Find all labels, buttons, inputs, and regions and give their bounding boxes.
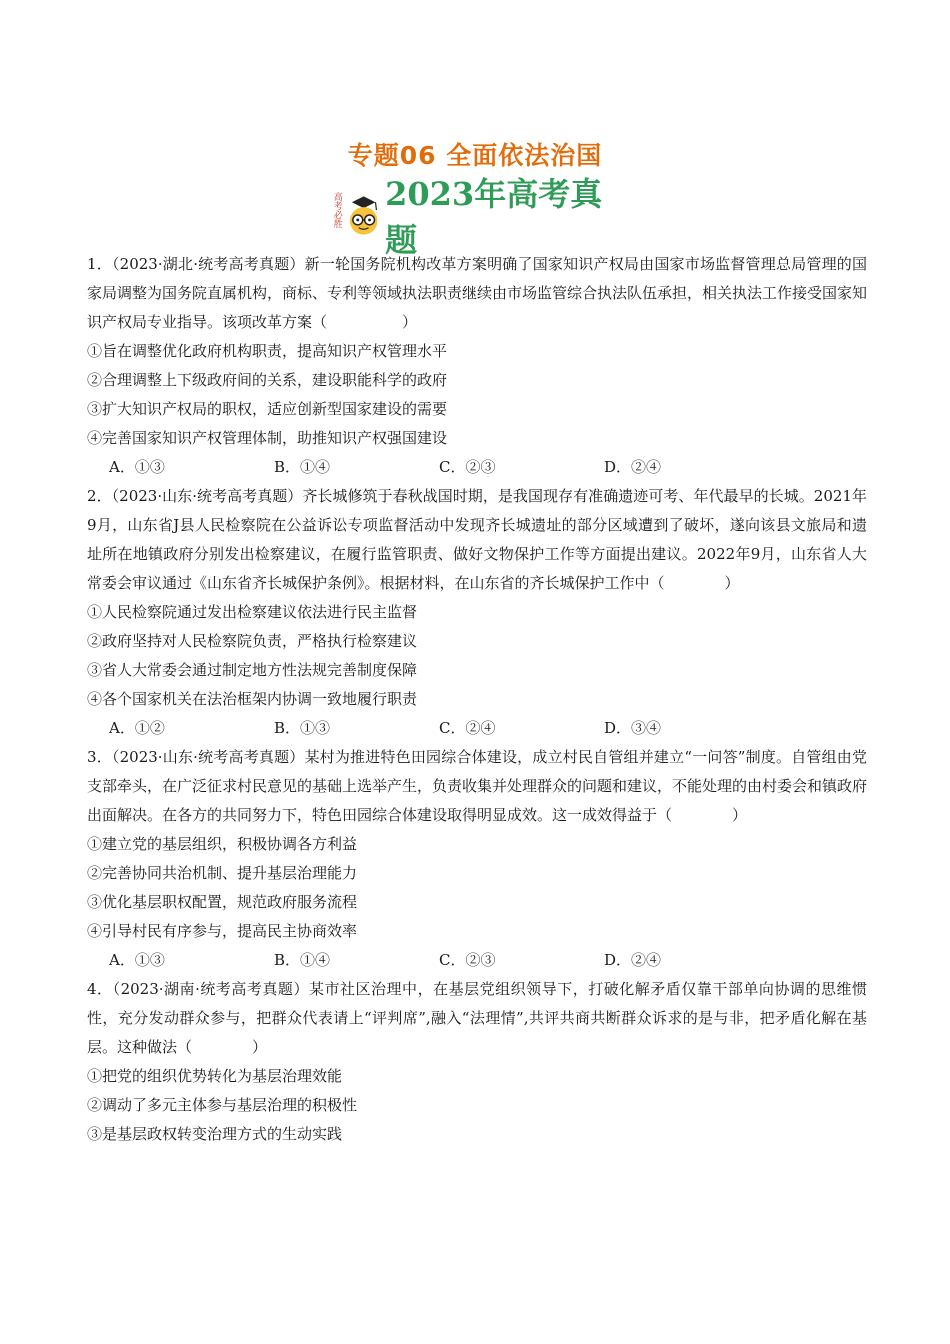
answer-choice: A．①③ bbox=[109, 458, 165, 476]
question-option: ②合理调整上下级政府间的关系，建设职能科学的政府 bbox=[87, 371, 448, 389]
answer-choice: B．①④ bbox=[274, 951, 331, 969]
banner-side-text: 高考必胜 bbox=[331, 192, 342, 228]
banner-text: 2023年高考真题 bbox=[385, 175, 603, 259]
question-option: ④完善国家知识产权管理体制，助推知识产权强国建设 bbox=[87, 429, 448, 447]
page-title: 专题06 全面依法治国 bbox=[347, 141, 603, 170]
question-stem: 3．（2023·山东·统考高考真题）某村为推进特色田园综合体建设，成立村民自管组并建立“一问答”制度。自管组由党支部牵头，在广泛征求村民意见的基础上选举产生，负责收集并处理群众的问题和建议，不能处理的由村委会和镇政府出面解决。在各方的共同努力下，特色田园综合体建设取得明显成效。这一成效得益于（ ） bbox=[87, 748, 868, 824]
section-banner bbox=[330, 175, 630, 259]
question-list bbox=[87, 250, 867, 1149]
question-stem: 1．（2023·湖北·统考高考真题）新一轮国务院机构改革方案明确了国家知识产权局由国家市场监督管理总局管理的国家局调整为国务院直属机构，商标、专利等领域执法职责继续由市场监管综合执法队伍承担，相关执法工作接受国家知识产权局专业指导。该项改革方案（ ） bbox=[87, 255, 868, 331]
question-option: ③省人大常委会通过制定地方性法规完善制度保障 bbox=[87, 661, 418, 679]
answer-choice: D．②④ bbox=[604, 458, 662, 476]
question-option: ①把党的组织优势转化为基层治理效能 bbox=[87, 1067, 343, 1085]
mascot-icon bbox=[344, 192, 383, 238]
answer-choice: D．③④ bbox=[604, 719, 662, 737]
question-option: ③扩大知识产权局的职权，适应创新型国家建设的需要 bbox=[87, 400, 448, 418]
answer-choices bbox=[87, 946, 867, 975]
question-stem: 2．（2023·山东·统考高考真题）齐长城修筑于春秋战国时期，是我国现存有准确遗迹可考、年代最早的长城。2021年9月，山东省J县人民检察院在公益诉讼专项监督活动中发现齐长城遗址的部分区域遭到了破坏，遂向该县文旅局和遗址所在地镇政府分别发出检察建议，在履行监管职责、做好文物保护工作等方面提出建议。2022年9月，山东省人大常委会审议通过《山东省齐长城保护条例》。根据材料，在山东省的齐长城保护工作中（ ） bbox=[87, 487, 867, 592]
answer-choice: C．②④ bbox=[439, 719, 496, 737]
question-option: ①旨在调整优化政府机构职责，提高知识产权管理水平 bbox=[87, 342, 448, 360]
answer-choice: B．①③ bbox=[274, 719, 331, 737]
answer-choice: C．②③ bbox=[439, 951, 496, 969]
answer-choices bbox=[87, 714, 867, 743]
question-option: ①建立党的基层组织，积极协调各方利益 bbox=[87, 835, 358, 853]
question-option: ④各个国家机关在法治框架内协调一致地履行职责 bbox=[87, 690, 418, 708]
question-stem: 4．（2023·湖南·统考高考真题）某市社区治理中，在基层党组织领导下，打破化解矛盾仅靠干部单向协调的思维惯性，充分发动群众参与，把群众代表请上“评判席”,融入“法理情”,共评共商共断群众诉求的是与非，把矛盾化解在基层。这种做法（ ） bbox=[87, 980, 867, 1056]
question-item bbox=[87, 743, 867, 975]
answer-choice: A．①② bbox=[109, 719, 165, 737]
answer-choices bbox=[87, 453, 867, 482]
question-option: ③是基层政权转变治理方式的生动实践 bbox=[87, 1125, 343, 1143]
question-option: ①人民检察院通过发出检察建议依法进行民主监督 bbox=[87, 603, 418, 621]
question-item bbox=[87, 482, 867, 743]
answer-choice: D．②④ bbox=[604, 951, 662, 969]
question-item bbox=[87, 975, 867, 1149]
question-option: ②完善协同共治机制、提升基层治理能力 bbox=[87, 864, 358, 882]
question-option: ②调动了多元主体参与基层治理的积极性 bbox=[87, 1096, 358, 1114]
answer-choice: A．①③ bbox=[109, 951, 165, 969]
answer-choice: C．②③ bbox=[439, 458, 496, 476]
question-item bbox=[87, 250, 867, 482]
question-option: ②政府坚持对人民检察院负责，严格执行检察建议 bbox=[87, 632, 418, 650]
question-option: ④引导村民有序参与，提高民主协商效率 bbox=[87, 922, 358, 940]
answer-choice: B．①④ bbox=[274, 458, 331, 476]
question-option: ③优化基层职权配置，规范政府服务流程 bbox=[87, 893, 358, 911]
